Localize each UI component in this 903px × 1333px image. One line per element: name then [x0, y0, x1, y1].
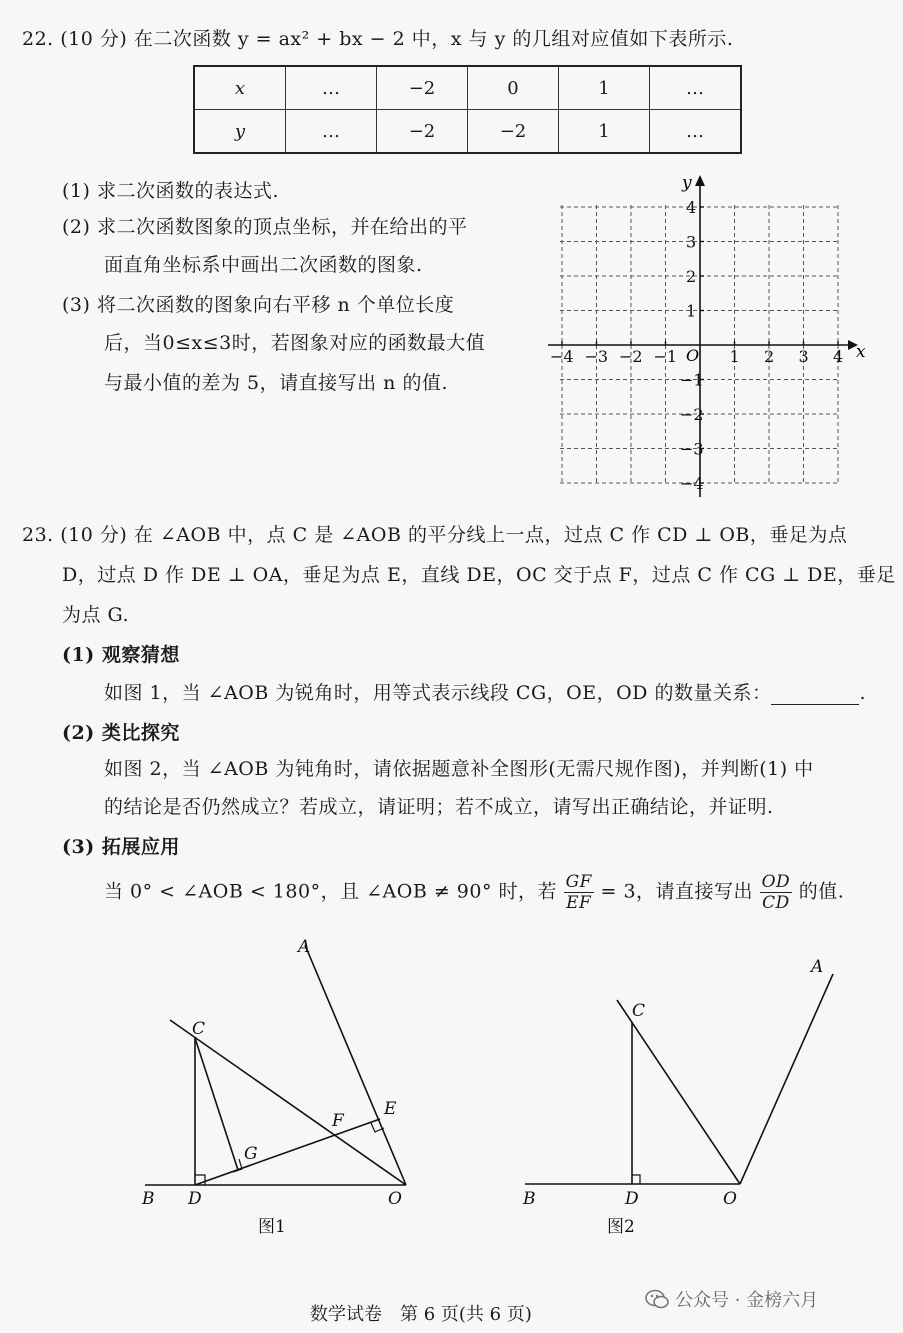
point-label-o: O: [388, 1189, 402, 1209]
point-label-f: F: [332, 1111, 344, 1131]
wechat-icon: [645, 1288, 669, 1310]
q22-part2-line1: (2) 求二次函数图象的顶点坐标，并在给出的平: [62, 216, 468, 238]
table-cell: 1: [559, 110, 650, 154]
q23-sub3-title: (3) 拓展应用: [62, 836, 180, 858]
q23-sub3-text: [104, 872, 844, 913]
x-tick-label: 1: [729, 347, 740, 366]
table-cell: −2: [377, 110, 468, 154]
fraction-od-cd: [760, 872, 793, 913]
table-cell: …: [650, 66, 742, 110]
answer-blank: [771, 686, 859, 705]
table-cell: 0: [468, 66, 559, 110]
watermark-text: 公众号 · 金榜六月: [675, 1290, 819, 1311]
fraction-numerator: GF: [565, 872, 592, 892]
figure-2-caption: 图2: [607, 1217, 635, 1237]
y-axis-arrow-icon: [695, 175, 705, 186]
segment-cg: [195, 1038, 238, 1170]
point-label-g: G: [244, 1144, 258, 1164]
point-label-b: B: [523, 1189, 536, 1209]
q23-sub1-text: 如图 1，当 ∠AOB 为锐角时，用等式表示线段 CG，OE，OD 的数量关系：: [104, 682, 772, 704]
y-tick-label: 3: [686, 232, 697, 252]
segment-de: [195, 1119, 380, 1185]
q23-line2: D，过点 D 作 DE ⊥ OA，垂足为点 E，直线 DE，OC 交于点 F，过点 C 作 CG ⊥ DE，垂足: [62, 564, 896, 586]
q22-part3-line3: 与最小值的差为 5，请直接写出 n 的值.: [104, 372, 448, 394]
figure-1-caption: 图1: [258, 1217, 286, 1237]
q23-sub1-end: .: [859, 682, 866, 704]
x-tick-label: −4: [550, 347, 574, 366]
x-tick-label: 3: [798, 347, 809, 366]
figure-1: [130, 930, 430, 1240]
point-label-c: C: [632, 1001, 646, 1021]
point-label-a: A: [811, 957, 824, 977]
y-tick-label: −4: [680, 474, 704, 493]
value-table: [193, 65, 742, 154]
q23-sub2-line1: 如图 2，当 ∠AOB 为钝角时，请依据题意补全图形(无需尺规作图)，并判断(1) 中: [104, 758, 814, 780]
table-cell: −2: [377, 66, 468, 110]
x-axis-label: x: [856, 342, 866, 362]
y-tick-label: 2: [686, 267, 697, 286]
table-cell: …: [286, 66, 377, 110]
q23-sub2-line2: 的结论是否仍然成立？若成立，请证明；若不成立，请写出正确结论，并证明.: [104, 796, 774, 818]
table-cell: …: [650, 110, 742, 154]
q23-sub1-text-wrap: [104, 678, 866, 705]
x-tick-label: −3: [584, 347, 609, 366]
fraction-denominator: EF: [566, 893, 592, 913]
y-tick-label: −1: [680, 370, 704, 390]
page-footer: 数学试卷 第 6 页(共 6 页): [310, 1304, 532, 1325]
figure-2: [515, 950, 855, 1240]
q23-line1: 23. (10 分) 在 ∠AOB 中，点 C 是 ∠AOB 的平分线上一点，过点 C 作 CD ⊥ OB，垂足为点: [22, 524, 848, 546]
point-label-b: B: [142, 1189, 155, 1209]
wechat-watermark: [645, 1286, 818, 1312]
table-cell: y: [194, 110, 286, 154]
x-tick-label: −2: [619, 347, 643, 366]
table-cell: 1: [559, 66, 650, 110]
point-label-d: D: [625, 1189, 639, 1209]
table-cell: −2: [468, 110, 559, 154]
x-tick-label: 2: [764, 347, 775, 366]
point-label-e: E: [384, 1099, 397, 1119]
segment-oc: [617, 1000, 740, 1184]
origin-label: O: [686, 346, 700, 365]
q22-part1: (1) 求二次函数的表达式.: [62, 180, 279, 202]
point-label-d: D: [188, 1189, 202, 1209]
coordinate-grid: [540, 165, 870, 505]
q23-sub1-title: (1) 观察猜想: [62, 644, 180, 666]
q22-header: 22. (10 分) 在二次函数 y = ax² + bx − 2 中，x 与 y 的几组对应值如下表所示.: [22, 28, 734, 50]
y-tick-label: −3: [680, 439, 704, 459]
fraction-numerator: OD: [761, 872, 791, 892]
q22-part2-line2: 面直角坐标系中画出二次函数的图象.: [104, 254, 423, 276]
right-angle-d-icon: [632, 1175, 640, 1184]
q22-part3-line2: 后，当0≤x≤3时，若图象对应的函数最大值: [104, 332, 486, 354]
fraction-gf-ef: [564, 872, 594, 913]
ray-oa: [740, 974, 833, 1184]
fraction-denominator: CD: [762, 893, 790, 913]
table-row-x: [194, 66, 741, 110]
q23-sub3-part-b: = 3，请直接写出: [593, 880, 754, 903]
q22-part3-line1: (3) 将二次函数的图象向右平移 n 个单位长度: [62, 294, 455, 316]
q23-sub3-part-c: 的值.: [792, 880, 845, 903]
q23-line3: 为点 G.: [62, 604, 130, 626]
y-axis-label: y: [682, 173, 692, 193]
y-tick-label: −2: [680, 405, 704, 424]
table-cell: x: [194, 66, 286, 110]
x-tick-label: −1: [653, 347, 678, 366]
table-cell: …: [286, 110, 377, 154]
point-label-a: A: [298, 937, 311, 957]
table-row-y: [194, 110, 741, 154]
x-tick-label: 4: [833, 347, 844, 366]
point-label-c: C: [192, 1019, 206, 1039]
point-label-o: O: [723, 1189, 737, 1209]
q23-sub3-part-a: 当 0° < ∠AOB < 180°，且 ∠AOB ≠ 90° 时，若: [104, 880, 558, 903]
q23-sub2-title: (2) 类比探究: [62, 722, 180, 744]
y-tick-label: 4: [686, 198, 697, 217]
y-tick-label: 1: [686, 301, 697, 321]
